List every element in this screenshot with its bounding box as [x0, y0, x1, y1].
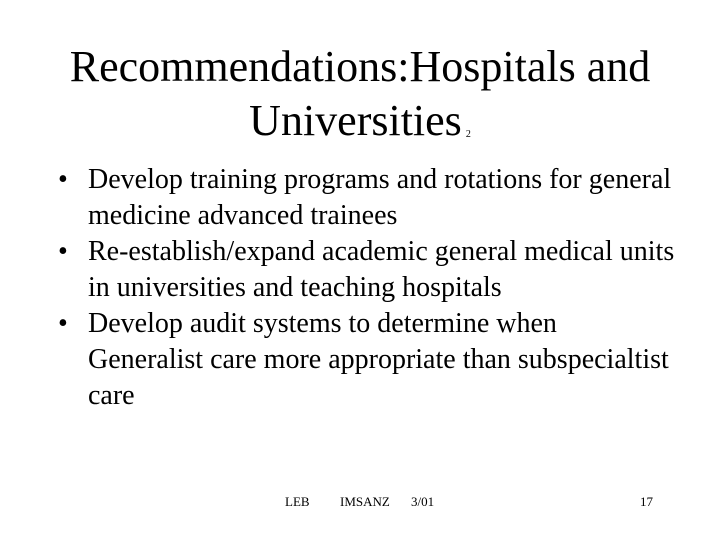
- bullet-text: Develop audit systems to determine when Generalist care more appropriate than subspecialtist care: [88, 308, 669, 411]
- title-line-2: [0, 94, 720, 160]
- bullet-dot: •: [58, 236, 68, 267]
- bullet-text: Re-establish/expand academic general medical units in universities and teaching hospitals: [88, 236, 675, 303]
- footer-page-number: 17: [640, 494, 653, 509]
- slide-title: [0, 40, 720, 160]
- title-superscript: 2: [465, 129, 471, 140]
- bullet-item: [58, 306, 678, 414]
- bullet-list: [58, 162, 678, 414]
- bullet-dot: •: [58, 308, 68, 339]
- bullet-text: Develop training programs and rotations for general medicine advanced trainees: [88, 164, 672, 231]
- title-line-2-text: Universities: [249, 96, 462, 145]
- footer-author: LEB: [285, 494, 310, 509]
- footer-date: 3/01: [411, 494, 435, 509]
- bullet-dot: •: [58, 164, 68, 195]
- bullet-item: [58, 234, 678, 306]
- title-line-1: Recommendations:Hospitals and: [69, 42, 651, 91]
- bullet-item: [58, 162, 678, 234]
- footer-event: IMSANZ: [340, 494, 390, 509]
